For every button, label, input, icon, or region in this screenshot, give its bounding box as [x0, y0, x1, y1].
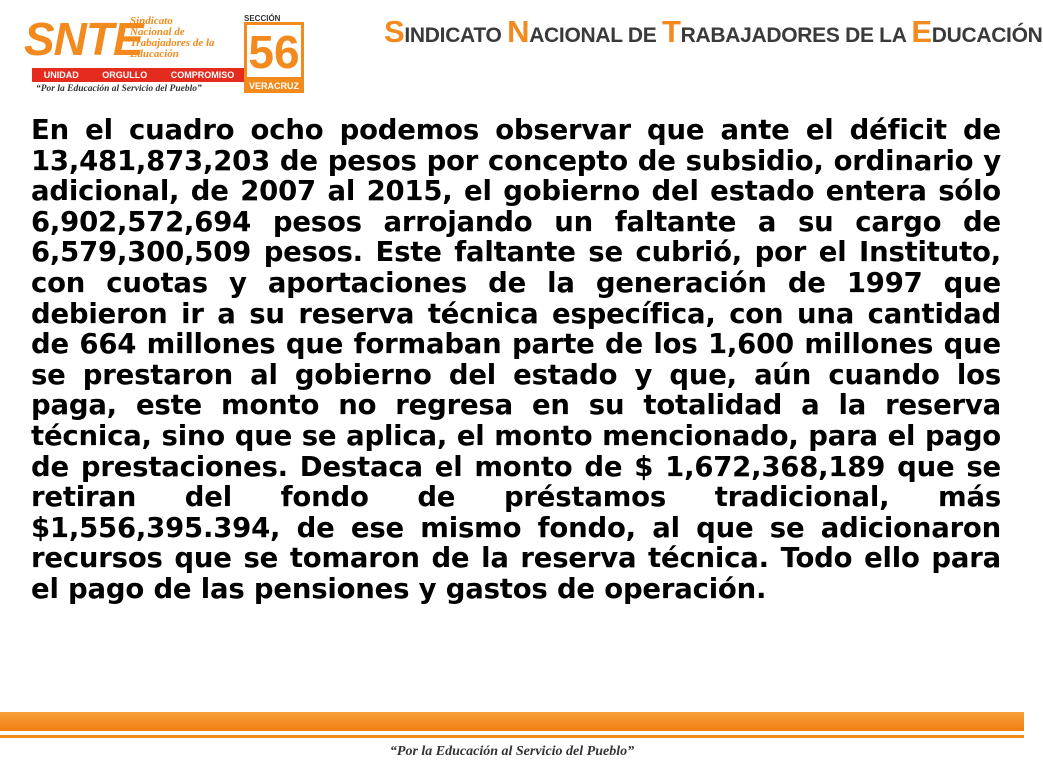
logo-subtitle-line: Nacional de: [130, 26, 185, 38]
title-initial: S: [384, 14, 405, 49]
main-paragraph: En el cuadro ocho podemos observar que ante el déficit de 13,481,873,203 de pesos por concepto de subsidio, ordinario y adicional, de 2007 al 2015, el gobierno del estado entera sólo 6,902,572,694 pesos arrojando un faltante a su cargo de 6,579,300,509 pesos. Este faltante se cubrió, por el Instituto, con cuotas y aportaciones de la generación de 1997 que debieron ir a su reserva técnica específica, con una cantidad de 664 millones que formaban parte de los 1,600 millones que se prestaron al gobierno del estado y que, aún cuando los paga, este monto no regresa en su totalidad a la reserva técnica, sino que se aplica, el monto mencionado, para el pago de prestaciones. Destaca el monto de $ 1,672,368,189 que se retiran del fondo de préstamos tradicional, más $1,556,395.394, de ese mismo fondo, al que se adicionaron recursos que se tomaron de la reserva técnica. Todo ello para el pago de las pensiones y gastos de operación.: [31, 114, 1001, 605]
section-label: SECCIÓN: [244, 14, 281, 23]
title-rest: DUCACIÓN: [931, 24, 1043, 47]
slide-header: [0, 0, 1043, 105]
logo-value: COMPROMISO: [170, 70, 235, 80]
logo-motto: “Por la Educación al Servicio del Pueblo”: [36, 84, 202, 94]
footer-motto: “Por la Educación al Servicio del Pueblo”: [389, 744, 635, 759]
logo-wordmark: SNTE: [24, 13, 143, 65]
logo-value: UNIDAD: [43, 70, 79, 80]
logo-subtitle-line: Sindicato: [130, 15, 173, 27]
title-initial: T: [662, 14, 681, 49]
footer-thin-line: [0, 735, 1024, 738]
section-number: 56: [244, 22, 304, 80]
logo-subtitle-line: Trabajadores de la: [130, 37, 215, 49]
title-rest: ACIONAL DE: [529, 24, 663, 47]
snte-logo: [22, 12, 235, 100]
logo-values-bar: [32, 68, 246, 82]
organization-title: [384, 14, 1043, 50]
section-state: VERACRUZ: [244, 80, 304, 93]
logo-value: ORGULLO: [102, 70, 148, 80]
logo-subtitle-line: Educación: [130, 48, 179, 60]
title-initial: E: [911, 14, 932, 49]
logo-subtitle: [130, 16, 242, 60]
footer-band: [0, 712, 1024, 742]
footer-orange-stripe: [0, 712, 1024, 731]
title-rest: INDICATO: [404, 24, 508, 47]
section-badge: [242, 14, 306, 94]
title-rest: RABAJADORES DE LA: [680, 24, 912, 47]
title-initial: N: [507, 14, 530, 49]
